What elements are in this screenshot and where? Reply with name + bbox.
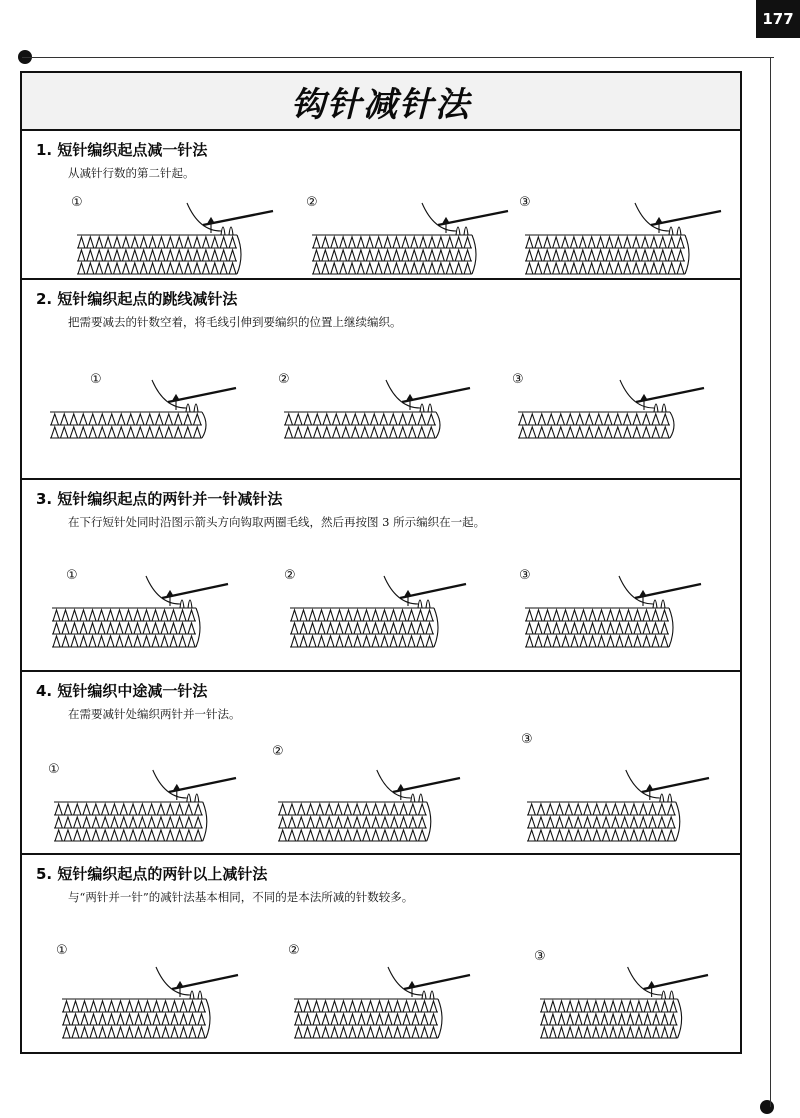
step-figure (272, 744, 464, 838)
crochet-diagram (525, 582, 705, 648)
step-number: ③ (512, 372, 524, 387)
crochet-diagram (527, 776, 713, 834)
crochet-diagram (518, 386, 708, 440)
step-number: ② (284, 568, 296, 583)
crochet-diagram (278, 776, 464, 834)
section-2 (22, 280, 740, 480)
section-heading: 2. 短针编织起点的跳线减针法 (36, 290, 238, 308)
crochet-diagram (50, 386, 240, 440)
step-figure (71, 195, 277, 273)
section-heading: 1. 短针编织起点减一针法 (36, 141, 208, 159)
content-frame (20, 71, 742, 1054)
crochet-diagram (62, 973, 242, 1031)
step-figure (519, 195, 725, 273)
step-number: ① (71, 195, 83, 210)
crochet-diagram (525, 209, 725, 269)
step-figure (52, 568, 232, 652)
page-title: 钩针减针法 (291, 84, 471, 125)
step-figure (534, 949, 712, 1035)
section-5 (22, 855, 740, 1054)
section-3 (22, 480, 740, 672)
step-number: ② (272, 744, 284, 759)
section-description: 从减针行数的第二针起。 (68, 166, 195, 180)
crochet-diagram (52, 582, 232, 648)
step-number: ② (306, 195, 318, 210)
section-heading: 5. 短针编织起点的两针以上减针法 (36, 865, 268, 883)
step-figure (284, 568, 470, 652)
title-band (22, 73, 740, 131)
step-figure (519, 568, 705, 652)
crochet-diagram (77, 209, 277, 269)
step-figure (512, 372, 708, 444)
crochet-diagram (294, 973, 474, 1031)
binding-dot (760, 1100, 774, 1114)
page-number: 177 (756, 0, 800, 38)
section-heading: 3. 短针编织起点的两针并一针减针法 (36, 490, 283, 508)
step-figure (278, 372, 474, 444)
step-figure (306, 195, 512, 273)
step-number: ① (66, 568, 78, 583)
crochet-diagram (290, 582, 470, 648)
right-rule (770, 57, 771, 1107)
step-figure (521, 732, 713, 838)
section-description: 与“两针并一针”的减针法基本相同，不同的是本法所减的针数较多。 (68, 890, 414, 904)
step-number: ① (48, 762, 60, 777)
step-figure (56, 943, 242, 1035)
top-rule (22, 57, 774, 58)
section-description: 把需要减去的针数空着，将毛线引伸到要编织的位置上继续编织。 (68, 315, 402, 329)
step-number: ③ (519, 195, 531, 210)
step-number: ③ (519, 568, 531, 583)
section-4 (22, 672, 740, 855)
crochet-diagram (312, 209, 512, 269)
step-figure (48, 762, 240, 838)
section-description: 在下行短针处同时沿图示箭头方向钩取两圈毛线，然后再按图 3 所示编织在一起。 (68, 515, 486, 529)
step-number: ② (278, 372, 290, 387)
crochet-diagram (540, 973, 712, 1031)
crochet-diagram (54, 776, 240, 834)
section-heading: 4. 短针编织中途减一针法 (36, 682, 208, 700)
section-1 (22, 131, 740, 280)
crochet-diagram (284, 386, 474, 440)
step-figure (288, 943, 474, 1035)
step-number: ③ (534, 949, 546, 964)
step-number: ① (56, 943, 68, 958)
section-description: 在需要减针处编织两针并一针法。 (68, 707, 241, 721)
step-number: ② (288, 943, 300, 958)
step-figure (50, 372, 240, 444)
step-number: ③ (521, 732, 533, 747)
step-number: ① (90, 372, 102, 387)
